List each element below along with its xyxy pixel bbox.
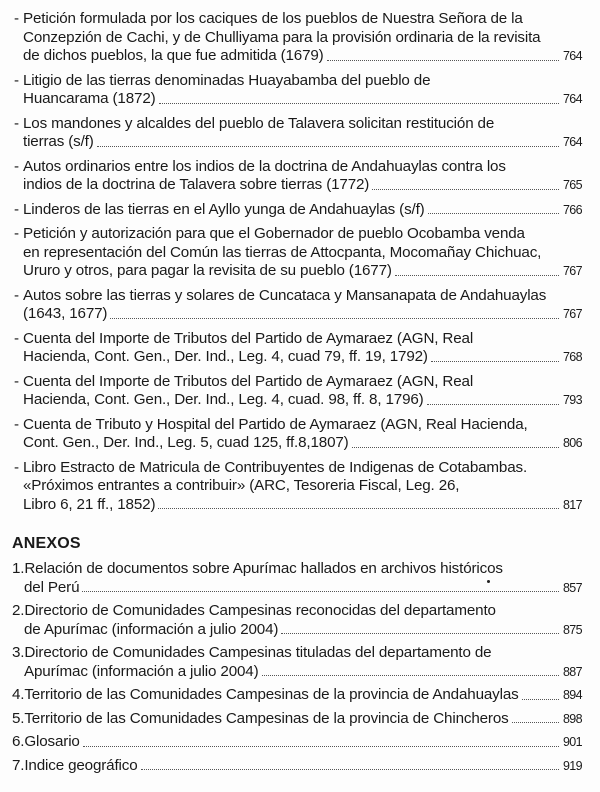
entry-title-line: indios de la doctrina de Talavera sobre tierras (1772) [23, 176, 370, 193]
dot-leader [82, 590, 559, 592]
dot-leader [158, 507, 559, 509]
entry-body [23, 72, 582, 109]
toc-entry[interactable] [14, 416, 582, 453]
entry-last-line [23, 391, 582, 410]
anexo-last-line [24, 663, 582, 682]
dot-leader [327, 59, 559, 61]
page-number: 894 [562, 688, 582, 702]
dot-leader [262, 674, 559, 676]
bullet-dash: - [14, 71, 19, 89]
dot-leader [110, 317, 559, 319]
toc-entry[interactable] [14, 373, 582, 410]
anexo-last-line [12, 710, 582, 729]
entry-last-line [23, 348, 582, 367]
bullet-dash: - [14, 372, 19, 390]
anexo-title-line: de Apurímac (información a julio 2004) [24, 620, 279, 638]
entry-last-line [23, 305, 582, 324]
entry-body [23, 158, 582, 195]
page-number: 919 [562, 758, 582, 773]
page-number: 898 [562, 711, 582, 726]
entry-title-line: Ururo y otros, para pagar la revisita de su pueblo (1677) [23, 262, 392, 279]
entry-last-line [23, 262, 582, 281]
dot-leader [431, 360, 559, 362]
entry-title-line: Hacienda, Cont. Gen., Der. Ind., Leg. 4, cuad. 98, ff. 8, 1796) [23, 391, 424, 408]
entry-body [23, 10, 582, 66]
entry-title-line: de dichos pueblos, la que fue admitida (1679) [23, 47, 324, 64]
page-number: 901 [562, 735, 582, 749]
dot-leader [428, 212, 559, 214]
anexo-last-line [12, 757, 582, 776]
anexo-last-line [24, 621, 582, 640]
dot-leader [141, 768, 559, 770]
bullet-dash: - [14, 286, 19, 304]
entry-title-line: Petición y autorización para que el Gobernador de pueblo Ocobamba venda [23, 225, 525, 242]
dot-leader [352, 446, 559, 448]
page-number: 764 [562, 135, 582, 149]
entry-title-line: Petición formulada por los caciques de los pueblos de Nuestra Señora de la [23, 10, 523, 27]
print-speck [487, 580, 490, 583]
toc-entry[interactable] [14, 330, 582, 367]
entry-title-line: en representación del Común las tierras de Attocpanta, Mocomañay Chichuac, [23, 243, 542, 261]
anexo-entry[interactable] [12, 602, 582, 639]
entry-body [23, 373, 582, 410]
bullet-dash: - [14, 415, 19, 433]
entry-title-line: (1643, 1677) [23, 305, 108, 322]
anexo-title-line: 4.Territorio de las Comunidades Campesinas de la provincia de Andahuaylas [12, 686, 519, 703]
dot-leader [522, 698, 559, 700]
bullet-dash: - [14, 10, 19, 27]
entry-title-line: Conzepzión de Cachi, y de Chulliyama para la provisión ordinaria de la revisita [23, 28, 541, 46]
entry-last-line [23, 47, 582, 66]
anexos-list [14, 560, 582, 775]
page-number: 765 [562, 178, 582, 192]
anexos-heading: ANEXOS [12, 535, 81, 552]
anexo-title-line: 5.Territorio de las Comunidades Campesinas de la provincia de Chincheros [12, 709, 509, 727]
entry-last-line [23, 434, 582, 453]
entry-title-line: Linderos de las tierras en el Ayllo yunga de Andahuaylas (s/f) [23, 200, 425, 218]
dot-leader [372, 188, 559, 190]
toc-entry[interactable] [14, 225, 582, 281]
entry-title-line: Cont. Gen., Der. Ind., Leg. 5, cuad 125, ff.8,1807) [23, 434, 349, 451]
entry-body [23, 287, 582, 324]
entry-last-line [23, 133, 582, 152]
anexo-entry[interactable] [12, 733, 582, 752]
anexo-last-line [12, 686, 582, 705]
page-number: 857 [562, 580, 582, 595]
toc-entry[interactable] [14, 72, 582, 109]
toc-entry[interactable] [14, 287, 582, 324]
dot-leader [83, 745, 559, 747]
entry-title-line: tierras (s/f) [23, 133, 94, 150]
page-number: 764 [562, 92, 582, 106]
bullet-dash: - [14, 458, 19, 476]
anexo-entry[interactable] [12, 560, 582, 597]
bullet-dash: - [14, 200, 19, 218]
anexo-title-line: del Perú [24, 578, 80, 596]
anexo-title-line: Apurímac (información a julio 2004) [24, 662, 259, 680]
bullet-dash: - [14, 114, 19, 132]
page-number: 764 [562, 49, 582, 63]
entry-title-line: Los mandones y alcaldes del pueblo de Talavera solicitan restitución de [23, 114, 495, 132]
entry-title-line: Hacienda, Cont. Gen., Der. Ind., Leg. 4, cuad 79, ff. 19, 1792) [23, 348, 428, 365]
entry-title-line: Cuenta de Tributo y Hospital del Partido de Aymaraez (AGN, Real Hacienda, [23, 415, 528, 433]
anexo-entry[interactable] [12, 710, 582, 729]
page-number: 817 [562, 497, 582, 512]
toc-entry[interactable] [14, 201, 582, 220]
anexo-entry[interactable] [12, 757, 582, 776]
bullet-dash: - [14, 329, 19, 347]
entry-title-line: Libro 6, 21 ff., 1852) [23, 495, 156, 513]
anexo-title-line: 2.Directorio de Comunidades Campesinas reconocidas del departamento [12, 602, 496, 619]
anexo-entry[interactable] [12, 644, 582, 681]
entry-title-line: Huancarama (1872) [23, 90, 156, 107]
toc-entries [14, 10, 582, 514]
entry-last-line [23, 201, 582, 220]
entry-title-line: Autos sobre las tierras y solares de Cuncataca y Mansanapata de Andahuaylas [23, 286, 547, 304]
dot-leader [395, 274, 559, 276]
entry-body [23, 330, 582, 367]
toc-entry[interactable] [14, 158, 582, 195]
entry-last-line [23, 90, 582, 109]
anexo-last-line [12, 733, 582, 752]
entry-title-line: Cuenta del Importe de Tributos del Partido de Aymaraez (AGN, Real [23, 329, 474, 347]
entry-body [23, 225, 582, 281]
dot-leader [159, 102, 559, 104]
bullet-dash: - [14, 157, 19, 175]
anexo-last-line [24, 579, 582, 598]
toc-entry[interactable] [14, 459, 582, 515]
entry-body [23, 115, 582, 152]
toc-entry[interactable] [14, 10, 582, 66]
page-number: 767 [562, 307, 582, 321]
page-number: 767 [562, 264, 582, 278]
entry-body [23, 459, 582, 515]
dot-leader [97, 145, 559, 147]
entry-body [23, 201, 582, 220]
page-number: 875 [562, 622, 582, 637]
entry-title-line: «Próximos entrantes a contribuir» (ARC, Tesoreria Fiscal, Leg. 26, [23, 477, 460, 494]
anexo-title-line: 7.Indice geográfico [12, 756, 138, 774]
anexo-title-line: 3.Directorio de Comunidades Campesinas tituladas del departamento de [12, 644, 492, 661]
dot-leader [427, 403, 559, 405]
entry-title-line: Litigio de las tierras denominadas Huayabamba del pueblo de [23, 71, 431, 89]
anexo-title-line: 1.Relación de documentos sobre Apurímac hallados en archivos históricos [12, 560, 503, 577]
page-number: 766 [562, 202, 582, 217]
entry-last-line [23, 176, 582, 195]
anexo-title-line: 6.Glosario [12, 733, 80, 750]
anexo-entry[interactable] [12, 686, 582, 705]
page-number: 793 [562, 393, 582, 407]
dot-leader [281, 632, 559, 634]
page-number: 887 [562, 664, 582, 679]
entry-title-line: Libro Estracto de Matricula de Contribuyentes de Indigenas de Cotabambas. [23, 458, 528, 476]
toc-entry[interactable] [14, 115, 582, 152]
page-number: 806 [562, 436, 582, 450]
entry-last-line [23, 496, 582, 515]
entry-title-line: Autos ordinarios entre los indios de la doctrina de Andahuaylas contra los [23, 157, 506, 175]
bullet-dash: - [14, 225, 19, 242]
page-number: 768 [562, 350, 582, 364]
entry-title-line: Cuenta del Importe de Tributos del Partido de Aymaraez (AGN, Real [23, 372, 474, 390]
entry-body [23, 416, 582, 453]
dot-leader [512, 721, 559, 723]
